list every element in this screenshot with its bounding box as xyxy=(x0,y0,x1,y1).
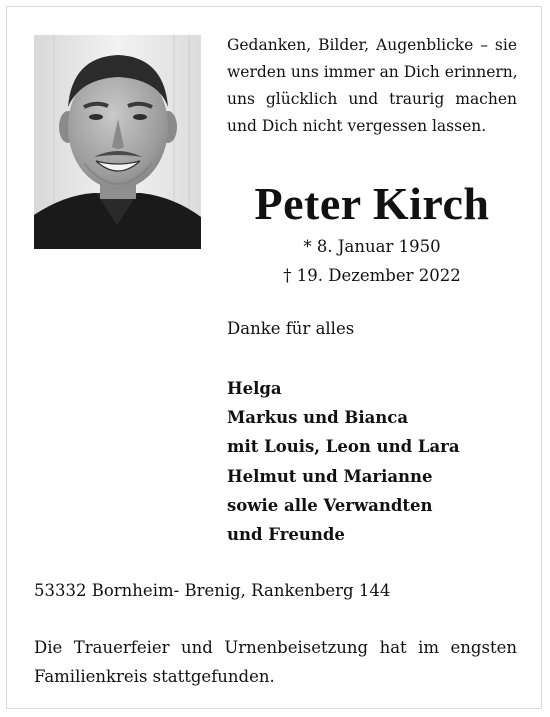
quote-line: uns glücklich und traurig machen xyxy=(227,90,517,108)
mourner-line: Helga xyxy=(227,379,282,398)
mourner-line: Helmut und Marianne xyxy=(227,466,433,486)
mourner-line: Markus und Bianca xyxy=(227,408,409,428)
quote-line: und Dich nicht vergessen lassen. xyxy=(227,117,487,135)
birth-date: * 8. Januar 1950 xyxy=(303,237,441,256)
ceremony-notice xyxy=(34,633,517,691)
life-dates xyxy=(227,232,517,290)
mourners-list xyxy=(227,374,460,549)
mourner-line: sowie alle Verwandten xyxy=(227,495,433,515)
portrait-image xyxy=(34,35,201,249)
memorial-quote xyxy=(227,32,517,140)
mourner-line: und Freunde xyxy=(227,525,345,545)
quote-line: werden uns immer an Dich erinnern, xyxy=(227,63,518,81)
quote-line: Gedanken, Bilder, Augenblicke – sie xyxy=(227,36,517,54)
deceased-name: Peter Kirch xyxy=(254,178,490,229)
notice-line: Familienkreis stattgefunden. xyxy=(34,667,275,686)
address: 53332 Bornheim- Brenig, Rankenberg 144 xyxy=(34,581,391,600)
notice-line: Die Trauerfeier und Urnenbeisetzung hat im engsten xyxy=(34,638,517,657)
death-date: † 19. Dezember 2022 xyxy=(283,266,461,285)
portrait-photo xyxy=(34,35,201,249)
mourner-line: mit Louis, Leon und Lara xyxy=(227,437,460,457)
thanks-text: Danke für alles xyxy=(227,319,355,338)
